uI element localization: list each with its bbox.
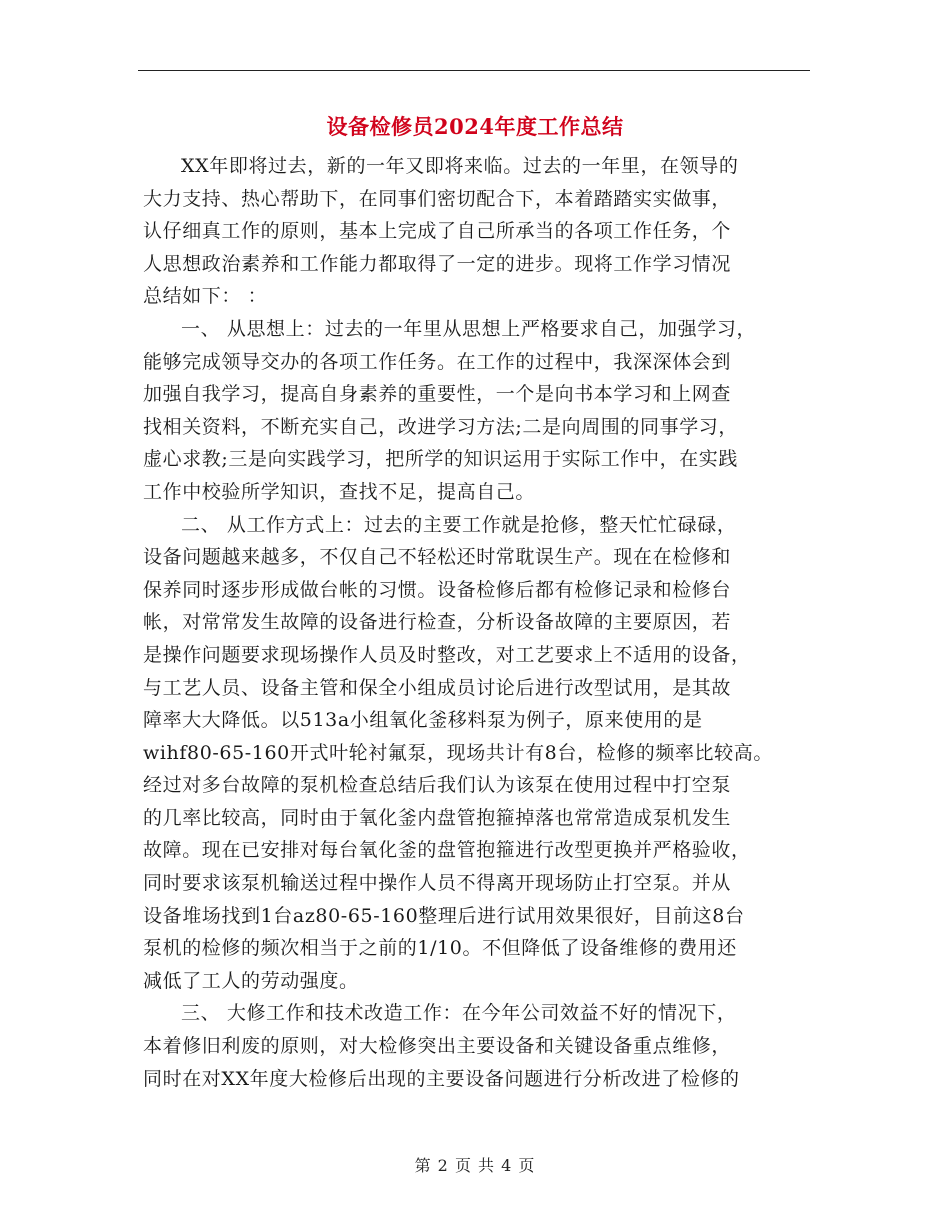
body-line: XX年即将过去，新的一年又即将来临。过去的一年里，在领导的 bbox=[181, 155, 739, 177]
document-title: 设备检修员2024年度工作总结 bbox=[326, 114, 624, 139]
body-line: 减低了工人的劳动强度。 bbox=[143, 969, 359, 992]
body-line: 与工艺人员、设备主管和保全小组成员讨论后进行改型试用，是其故 bbox=[143, 676, 732, 699]
body-line: 的几率比较高，同时由于氧化釜内盘管抱箍掉落也常常造成泵机发生 bbox=[143, 806, 732, 829]
document-body bbox=[143, 150, 813, 1095]
body-line: 保养同时逐步形成做台帐的习惯。设备检修后都有检修记录和检修台 bbox=[143, 578, 732, 601]
body-line: 同时在对XX年度大检修后出现的主要设备问题进行分析改进了检修的 bbox=[143, 1067, 740, 1090]
body-line: 认仔细真工作的原则，基本上完成了自己所承当的各项工作任务，个 bbox=[143, 220, 732, 243]
body-line: 设备问题越来越多，不仅自己不轻松还时常耽误生产。现在在检修和 bbox=[143, 546, 732, 569]
body-line: 泵机的检修的频次相当于之前的1/10。不但降低了设备维修的费用还 bbox=[143, 937, 737, 960]
body-line: 三、 大修工作和技术改造工作：在今年公司效益不好的情况下， bbox=[181, 1002, 737, 1025]
body-line: 二、 从工作方式上：过去的主要工作就是抢修，整天忙忙碌碌， bbox=[181, 513, 737, 536]
body-line: 工作中校验所学知识，查找不足，提高自己。 bbox=[143, 480, 536, 503]
body-line: 设备堆场找到1台az80-65-160整理后进行试用效果很好，目前这8台 bbox=[143, 904, 745, 927]
body-line: 一、 从思想上：过去的一年里从思想上严格要求自己，加强学习， bbox=[181, 317, 757, 340]
body-line: 人思想政治素养和工作能力都取得了一定的进步。现将工作学习情况 bbox=[143, 252, 732, 275]
body-line: 本着修旧利废的原则，对大检修突出主要设备和关键设备重点维修， bbox=[143, 1035, 732, 1058]
body-line: 总结如下： ： bbox=[143, 285, 268, 308]
body-line: wihf80-65-160开式叶轮衬氟泵，现场共计有8台，检修的频率比较高。 bbox=[143, 741, 773, 764]
body-line: 故障。现在已安排对每台氧化釜的盘管抱箍进行改型更换并严格验收， bbox=[143, 839, 751, 862]
header-rule bbox=[138, 70, 810, 71]
body-line: 虚心求教;三是向实践学习，把所学的知识运用于实际工作中，在实践 bbox=[143, 448, 739, 471]
body-line: 是操作问题要求现场操作人员及时整改，对工艺要求上不适用的设备， bbox=[143, 643, 751, 666]
body-line: 能够完成领导交办的各项工作任务。在工作的过程中，我深深体会到 bbox=[143, 350, 732, 373]
body-line: 加强自我学习，提高自身素养的重要性，一个是向书本学习和上网查 bbox=[143, 383, 732, 406]
body-line: 大力支持、热心帮助下，在同事们密切配合下，本着踏踏实实做事， bbox=[143, 187, 732, 210]
body-line: 找相关资料，不断充实自己，改进学习方法;二是向周围的同事学习， bbox=[143, 415, 739, 438]
body-line: 帐，对常常发生故障的设备进行检查，分析设备故障的主要原因，若 bbox=[143, 611, 732, 634]
body-line: 同时要求该泵机输送过程中操作人员不得离开现场防止打空泵。并从 bbox=[143, 872, 732, 895]
body-line: 障率大大降低。以513a小组氧化釜移料泵为例子，原来使用的是 bbox=[143, 709, 703, 732]
page-number-footer: 第 2 页 共 4 页 bbox=[414, 1156, 536, 1175]
body-line: 经过对多台故障的泵机检查总结后我们认为该泵在使用过程中打空泵 bbox=[143, 774, 732, 797]
